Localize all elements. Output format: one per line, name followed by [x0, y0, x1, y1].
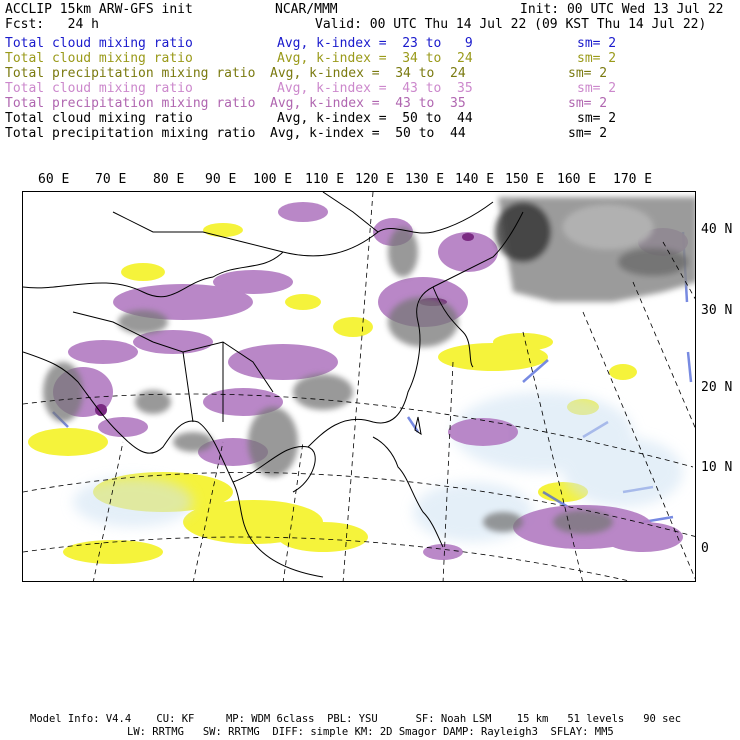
- legend-sm-7: sm= 2: [568, 126, 608, 141]
- model-physics: LW: RRTMG SW: RRTMG DIFF: simple KM: 2D Smagor DAMP: Rayleigh3 SFLAY: MM5: [127, 726, 614, 738]
- map-panel: [22, 191, 696, 582]
- legend-sm-4: sm= 2: [577, 81, 617, 96]
- lat-label-40n: 40 N: [701, 222, 733, 237]
- valid-time: Valid: 00 UTC Thu 14 Jul 22 (09 KST Thu 14 Jul 22): [315, 17, 707, 32]
- legend-name-3: Total precipitation mixing ratio: [5, 66, 256, 81]
- map-canvas: [23, 192, 696, 582]
- legend-name-2: Total cloud mixing ratio: [5, 51, 193, 66]
- legend-avg-5: Avg, k-index = 43 to 35: [270, 96, 466, 111]
- lon-label-110e: 110 E: [305, 172, 345, 187]
- lon-label-150e: 150 E: [505, 172, 545, 187]
- product-title: ACCLIP 15km ARW-GFS init: [5, 2, 193, 17]
- legend-name-6: Total cloud mixing ratio: [5, 111, 193, 126]
- legend-avg-4: Avg, k-index = 43 to 35: [277, 81, 473, 96]
- legend-name-1: Total cloud mixing ratio: [5, 36, 193, 51]
- lon-label-130e: 130 E: [405, 172, 445, 187]
- lat-label-30n: 30 N: [701, 303, 733, 318]
- lon-label-120e: 120 E: [355, 172, 395, 187]
- lon-label-80e: 80 E: [153, 172, 185, 187]
- legend-avg-2: Avg, k-index = 34 to 24: [277, 51, 473, 66]
- lon-label-70e: 70 E: [95, 172, 127, 187]
- model-info: Model Info: V4.4 CU: KF MP: WDM 6class PBL: YSU SF: Noah LSM 15 km 51 levels 90 sec: [30, 713, 682, 725]
- lat-label-10n: 10 N: [701, 460, 733, 475]
- legend-name-4: Total cloud mixing ratio: [5, 81, 193, 96]
- lon-label-170e: 170 E: [613, 172, 653, 187]
- forecast-hour: Fcst: 24 h: [5, 17, 99, 32]
- legend-sm-6: sm= 2: [577, 111, 617, 126]
- lon-label-140e: 140 E: [455, 172, 495, 187]
- center-label: NCAR/MMM: [275, 2, 338, 17]
- init-time: Init: 00 UTC Wed 13 Jul 22: [520, 2, 724, 17]
- legend-sm-2: sm= 2: [577, 51, 617, 66]
- lat-label-0: 0: [701, 541, 709, 556]
- legend-avg-7: Avg, k-index = 50 to 44: [270, 126, 466, 141]
- gray-cloud-northeast: [495, 197, 696, 302]
- legend-name-7: Total precipitation mixing ratio: [5, 126, 256, 141]
- legend-avg-3: Avg, k-index = 34 to 24: [270, 66, 466, 81]
- legend-sm-5: sm= 2: [568, 96, 608, 111]
- lon-label-60e: 60 E: [38, 172, 70, 187]
- legend-sm-1: sm= 2: [577, 36, 617, 51]
- lon-label-160e: 160 E: [557, 172, 597, 187]
- lon-label-100e: 100 E: [253, 172, 293, 187]
- legend-avg-6: Avg, k-index = 50 to 44: [277, 111, 473, 126]
- lat-label-20n: 20 N: [701, 380, 733, 395]
- legend-avg-1: Avg, k-index = 23 to 9: [277, 36, 473, 51]
- legend-name-5: Total precipitation mixing ratio: [5, 96, 256, 111]
- legend-sm-3: sm= 2: [568, 66, 608, 81]
- lon-label-90e: 90 E: [205, 172, 237, 187]
